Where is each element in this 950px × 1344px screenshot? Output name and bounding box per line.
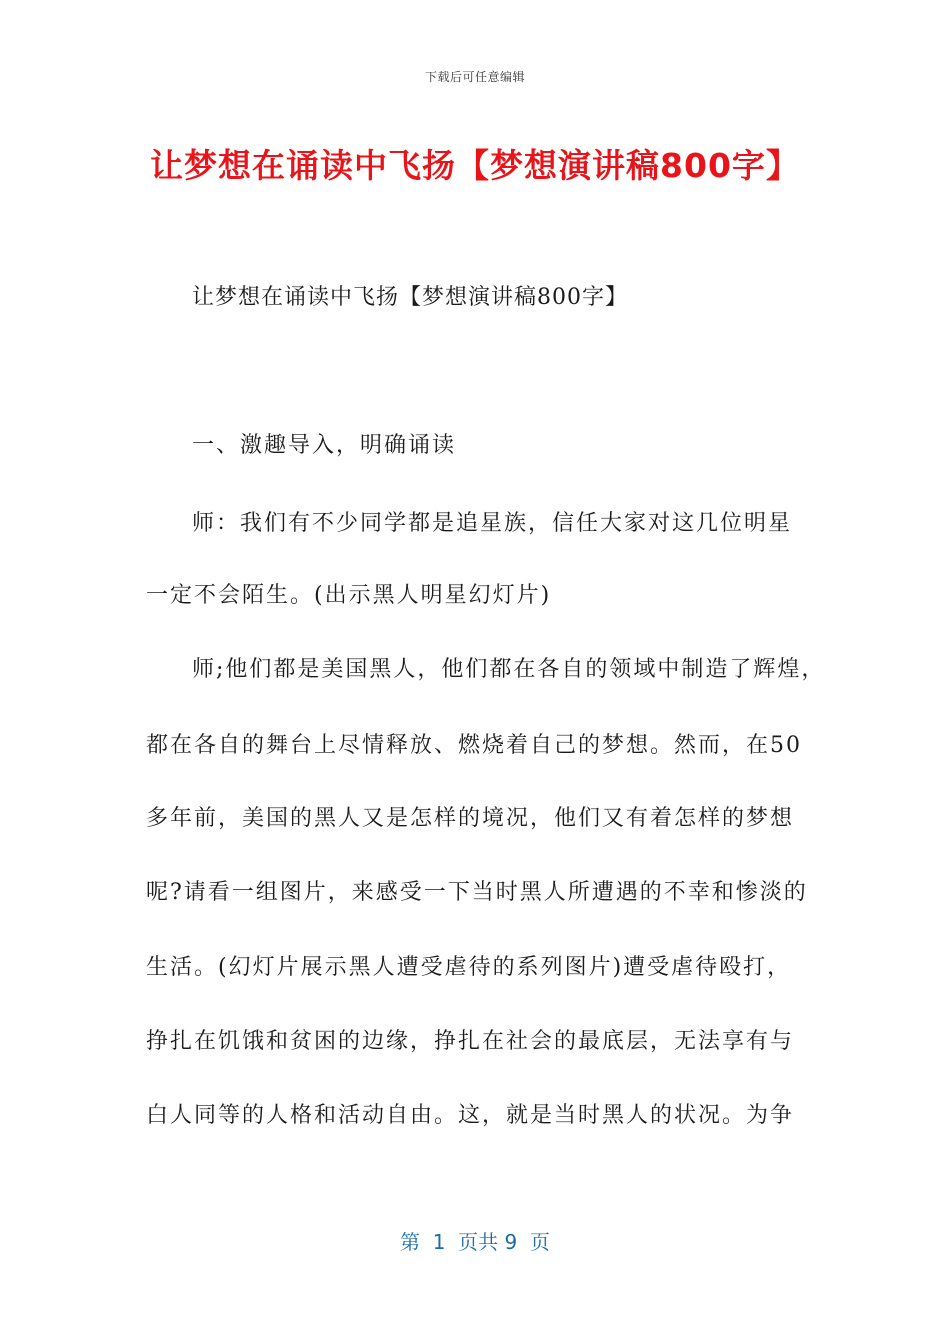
- page-number-footer: 第 1 页共 9 页: [400, 1230, 550, 1254]
- document-subtitle: 让梦想在诵读中飞扬【梦想演讲稿800字】: [192, 285, 628, 310]
- header-note: 下载后可任意编辑: [424, 70, 525, 84]
- document-title: 让梦想在诵读中飞扬【梦想演讲稿800字】: [150, 146, 800, 185]
- body-line: 师：我们有不少同学都是追星族，信任大家对这几位明星: [192, 511, 793, 536]
- body-line: 多年前，美国的黑人又是怎样的境况，他们又有着怎样的梦想: [146, 806, 795, 831]
- body-line: 生活。(幻灯片展示黑人遭受虐待的系列图片)遭受虐待殴打，: [146, 955, 792, 980]
- body-line: 一定不会陌生。(出示黑人明星幻灯片): [146, 583, 552, 608]
- body-line-section-heading: 一、激趣导入，明确诵读: [192, 433, 457, 458]
- body-line: 呢?请看一组图片，来感受一下当时黑人所遭遇的不幸和惨淡的: [146, 880, 808, 905]
- body-line: 白人同等的人格和活动自由。这，就是当时黑人的状况。为争: [146, 1103, 795, 1128]
- body-line: 都在各自的舞台上尽情释放、燃烧着自己的梦想。然而，在50: [146, 733, 802, 758]
- body-line: 挣扎在饥饿和贫困的边缘，挣扎在社会的最底层，无法享有与: [146, 1029, 795, 1054]
- body-line: 师;他们都是美国黑人，他们都在各自的领域中制造了辉煌，: [192, 657, 826, 682]
